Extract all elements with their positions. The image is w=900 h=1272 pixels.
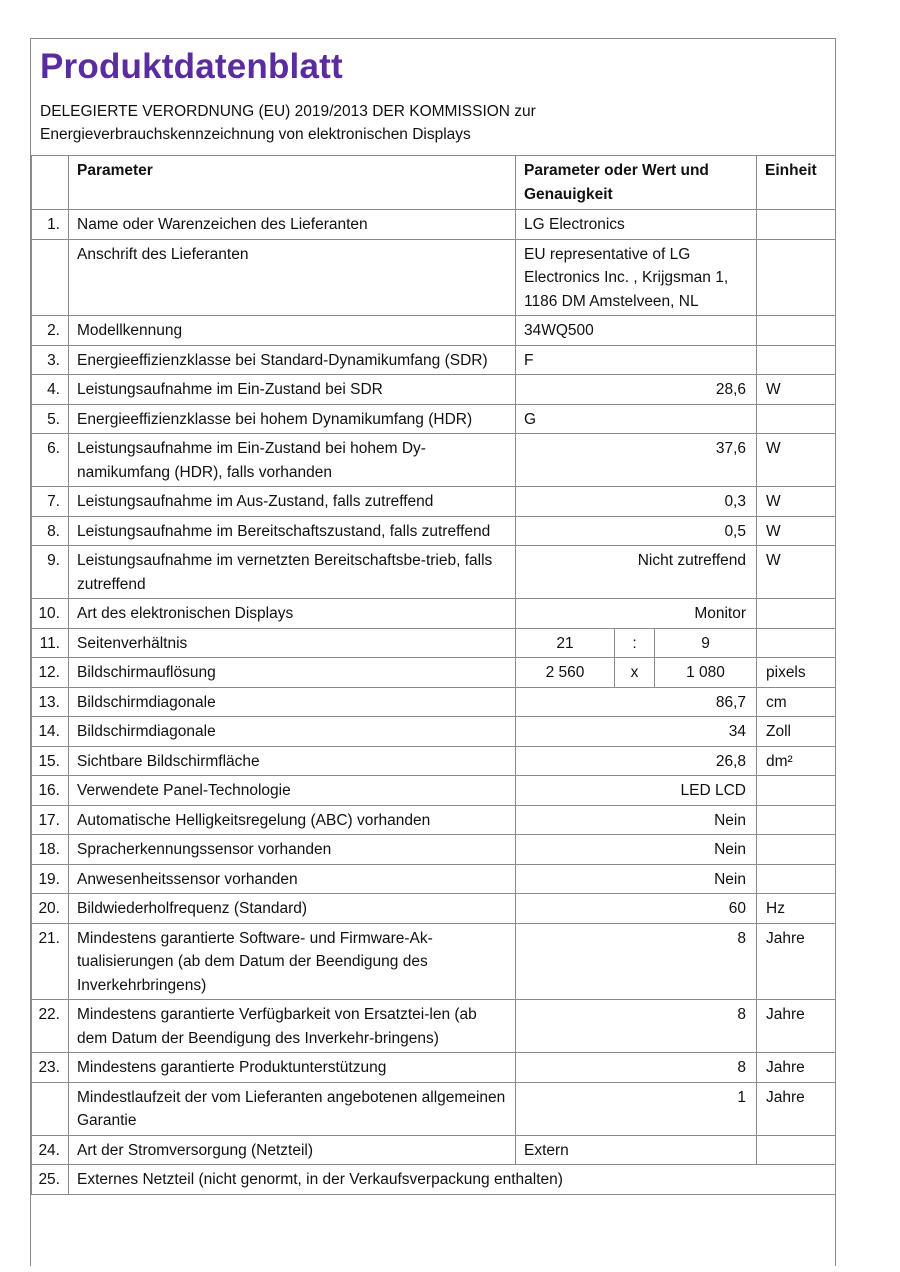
- table-row: [32, 805, 836, 835]
- row-value: Nein: [516, 805, 757, 835]
- row-parameter: Mindestlaufzeit der vom Lieferanten angebotenen allgemeinen Garantie: [69, 1082, 516, 1135]
- aspect-ratio-width: 21: [516, 628, 615, 658]
- row-unit: [757, 805, 836, 835]
- row-value: Nein: [516, 835, 757, 865]
- row-unit: [757, 864, 836, 894]
- row-value: 8: [516, 1053, 757, 1083]
- row-value: 0,3: [516, 487, 757, 517]
- table-row: [32, 658, 836, 688]
- row-number: 23.: [32, 1053, 69, 1083]
- row-value: 34: [516, 717, 757, 747]
- row-unit: Hz: [757, 894, 836, 924]
- row-unit: [757, 316, 836, 346]
- row-number: 2.: [32, 316, 69, 346]
- row-unit: [757, 776, 836, 806]
- table-row: [32, 1165, 836, 1195]
- subtitle-line-1: DELEGIERTE VERORDNUNG (EU) 2019/2013 DER KOMMISSION zur: [40, 103, 536, 120]
- table-row: [32, 516, 836, 546]
- row-number: 12.: [32, 658, 69, 688]
- row-parameter: Bildwiederholfrequenz (Standard): [69, 894, 516, 924]
- row-parameter: Bildschirmdiagonale: [69, 717, 516, 747]
- row-number: 10.: [32, 599, 69, 629]
- row-number: 25.: [32, 1165, 69, 1195]
- table-row: [32, 487, 836, 517]
- row-unit: Zoll: [757, 717, 836, 747]
- row-value: 26,8: [516, 746, 757, 776]
- row-parameter: Leistungsaufnahme im Ein-Zustand bei SDR: [69, 375, 516, 405]
- row-number: 18.: [32, 835, 69, 865]
- row-parameter: Mindestens garantierte Verfügbarkeit von Ersatztei-len (ab dem Datum der Beendigung des Inverkehr-bringens): [69, 1000, 516, 1053]
- row-value: G: [516, 404, 757, 434]
- row-number: 19.: [32, 864, 69, 894]
- row-unit: W: [757, 516, 836, 546]
- row-parameter: Seitenverhältnis: [69, 628, 516, 658]
- row-value: EU representative of LG Electronics Inc. , Krijgsman 1, 1186 DM Amstelveen, NL: [516, 239, 757, 316]
- row-parameter: Automatische Helligkeitsregelung (ABC) vorhanden: [69, 805, 516, 835]
- row-value: 34WQ500: [516, 316, 757, 346]
- row-number: 20.: [32, 894, 69, 924]
- row-unit: [757, 628, 836, 658]
- row-unit: Jahre: [757, 1053, 836, 1083]
- row-parameter: Anwesenheitssensor vorhanden: [69, 864, 516, 894]
- table-row: [32, 239, 836, 316]
- row-parameter: Mindestens garantierte Software- und Firmware-Ak-tualisierungen (ab dem Datum der Beendigung des Inverkehrbringens): [69, 923, 516, 1000]
- row-number: 15.: [32, 746, 69, 776]
- table-row: [32, 717, 836, 747]
- aspect-ratio-separator: :: [615, 628, 655, 658]
- resolution-width: 2 560: [516, 658, 615, 688]
- row-unit: [757, 835, 836, 865]
- row-number: 16.: [32, 776, 69, 806]
- row-value: F: [516, 345, 757, 375]
- row-parameter: Sichtbare Bildschirmfläche: [69, 746, 516, 776]
- table-row: [32, 1135, 836, 1165]
- row-number: 7.: [32, 487, 69, 517]
- row-value: 8: [516, 1000, 757, 1053]
- row-number: 1.: [32, 210, 69, 240]
- table-row: [32, 1000, 836, 1053]
- row-value: 1: [516, 1082, 757, 1135]
- row-parameter: Spracherkennungssensor vorhanden: [69, 835, 516, 865]
- row-unit: W: [757, 375, 836, 405]
- row-value: 86,7: [516, 687, 757, 717]
- row-unit: pixels: [757, 658, 836, 688]
- row-unit: W: [757, 434, 836, 487]
- row-parameter: Leistungsaufnahme im Ein-Zustand bei hohem Dy-namikumfang (HDR), falls vorhanden: [69, 434, 516, 487]
- row-number: 21.: [32, 923, 69, 1000]
- table-row: [32, 599, 836, 629]
- datasheet: [30, 38, 836, 1266]
- header-unit: Einheit: [757, 156, 836, 210]
- row-unit: Jahre: [757, 1082, 836, 1135]
- row-value: 37,6: [516, 434, 757, 487]
- row-value: LED LCD: [516, 776, 757, 806]
- table-row: [32, 1082, 836, 1135]
- row-number: 14.: [32, 717, 69, 747]
- table-row: [32, 894, 836, 924]
- table-row: [32, 923, 836, 1000]
- row-value: Extern: [516, 1135, 757, 1165]
- table-row: [32, 628, 836, 658]
- row-parameter: Anschrift des Lieferanten: [69, 239, 516, 316]
- table-row: [32, 687, 836, 717]
- row-unit: [757, 404, 836, 434]
- table-row: [32, 434, 836, 487]
- row-value: 60: [516, 894, 757, 924]
- aspect-ratio-height: 9: [655, 628, 757, 658]
- resolution-height: 1 080: [655, 658, 757, 688]
- row-parameter: Verwendete Panel-Technologie: [69, 776, 516, 806]
- table-header-row: [32, 156, 836, 210]
- row-number: [32, 239, 69, 316]
- row-unit: [757, 599, 836, 629]
- row-unit: Jahre: [757, 1000, 836, 1053]
- row-number: 9.: [32, 546, 69, 599]
- row-parameter: Bildschirmdiagonale: [69, 687, 516, 717]
- row-unit: Jahre: [757, 923, 836, 1000]
- row-parameter: Name oder Warenzeichen des Lieferanten: [69, 210, 516, 240]
- row-parameter: Bildschirmauflösung: [69, 658, 516, 688]
- row-number: 4.: [32, 375, 69, 405]
- row-parameter: Leistungsaufnahme im vernetzten Bereitschaftsbe-trieb, falls zutreffend: [69, 546, 516, 599]
- resolution-separator: x: [615, 658, 655, 688]
- table-row: [32, 776, 836, 806]
- row-unit: dm²: [757, 746, 836, 776]
- row-value: Nicht zutreffend: [516, 546, 757, 599]
- table-row: [32, 546, 836, 599]
- row-number: 5.: [32, 404, 69, 434]
- row-value: 8: [516, 923, 757, 1000]
- row-value: 28,6: [516, 375, 757, 405]
- row-number: [32, 1082, 69, 1135]
- row-number: 11.: [32, 628, 69, 658]
- row-parameter: Art der Stromversorgung (Netzteil): [69, 1135, 516, 1165]
- table-row: [32, 864, 836, 894]
- table-row: [32, 210, 836, 240]
- row-parameter: Energieeffizienzklasse bei Standard-Dynamikumfang (SDR): [69, 345, 516, 375]
- row-unit: W: [757, 487, 836, 517]
- regulation-subtitle: [40, 100, 536, 146]
- row-parameter: Energieeffizienzklasse bei hohem Dynamikumfang (HDR): [69, 404, 516, 434]
- table-row: [32, 746, 836, 776]
- row-unit: [757, 1135, 836, 1165]
- row-number: 3.: [32, 345, 69, 375]
- row-parameter: Mindestens garantierte Produktunterstützung: [69, 1053, 516, 1083]
- row-unit: W: [757, 546, 836, 599]
- row-number: 6.: [32, 434, 69, 487]
- table-row: [32, 345, 836, 375]
- table-row: [32, 316, 836, 346]
- header-num-cell: [32, 156, 69, 210]
- header-parameter: Parameter: [69, 156, 516, 210]
- table-row: [32, 835, 836, 865]
- row-parameter: Leistungsaufnahme im Bereitschaftszustand, falls zutreffend: [69, 516, 516, 546]
- row-value: 0,5: [516, 516, 757, 546]
- row-number: 24.: [32, 1135, 69, 1165]
- row-number: 8.: [32, 516, 69, 546]
- row-value: LG Electronics: [516, 210, 757, 240]
- row-unit: cm: [757, 687, 836, 717]
- row-unit: [757, 345, 836, 375]
- table-row: [32, 1053, 836, 1083]
- row-parameter: Art des elektronischen Displays: [69, 599, 516, 629]
- row-value: Nein: [516, 864, 757, 894]
- row-value: Monitor: [516, 599, 757, 629]
- row-parameter: Leistungsaufnahme im Aus-Zustand, falls zutreffend: [69, 487, 516, 517]
- header-value: Parameter oder Wert und Genauigkeit: [516, 156, 757, 210]
- row-number: 17.: [32, 805, 69, 835]
- product-data-table: [31, 155, 836, 1195]
- row-number: 13.: [32, 687, 69, 717]
- row-number: 22.: [32, 1000, 69, 1053]
- row-unit: [757, 210, 836, 240]
- subtitle-line-2: Energieverbrauchskennzeichnung von elektronischen Displays: [40, 126, 471, 143]
- row-unit: [757, 239, 836, 316]
- table-row: [32, 404, 836, 434]
- page-title: Produktdatenblatt: [40, 47, 343, 86]
- table-row: [32, 375, 836, 405]
- row-parameter: Externes Netzteil (nicht genormt, in der Verkaufsverpackung enthalten): [69, 1165, 836, 1195]
- row-parameter: Modellkennung: [69, 316, 516, 346]
